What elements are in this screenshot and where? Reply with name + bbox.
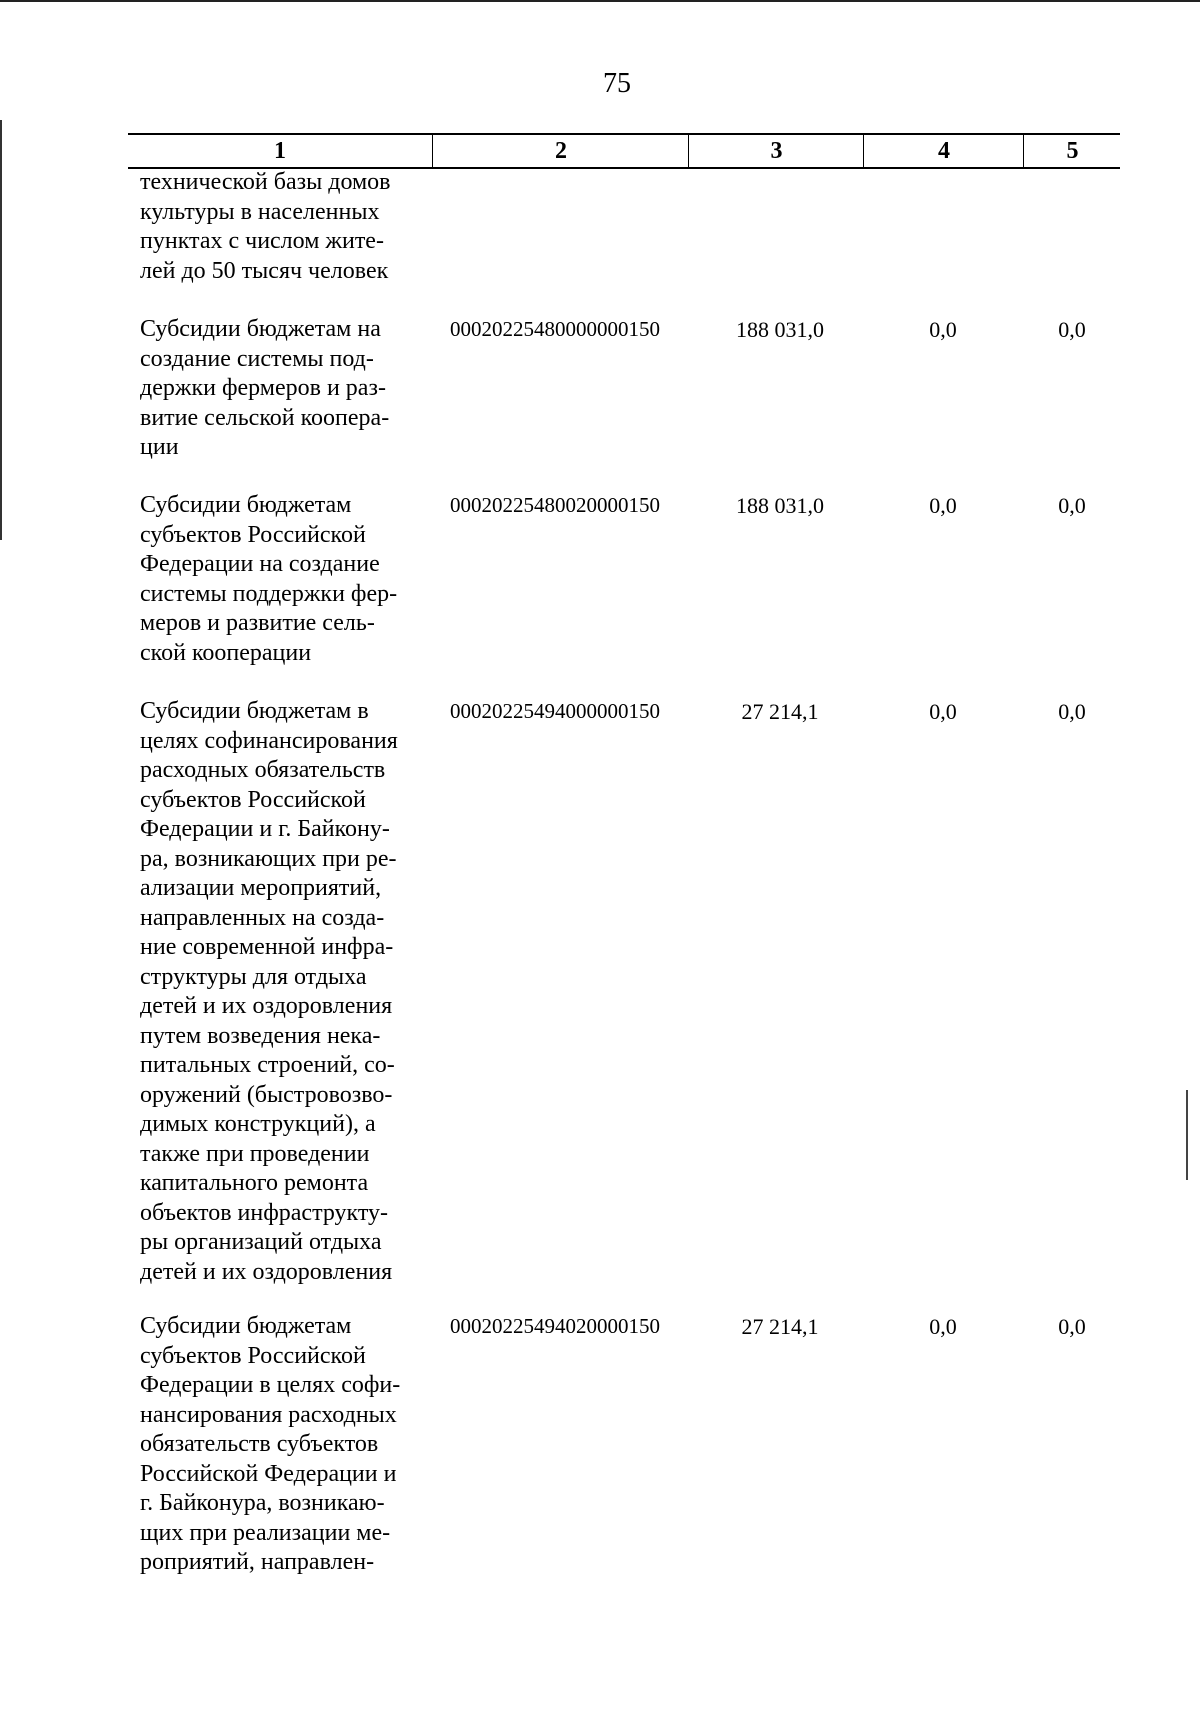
scan-border-top	[0, 0, 1200, 2]
row-description: Субсидии бюджетам субъектов Российской Федерации в целях софи- нансирования расходных обязательств субъектов Российской Федерации и г. Байконура, возникаю- щих при реализации ме- роприятий, направлен-	[140, 1313, 401, 1575]
row-value-3: 188 031,0	[736, 493, 824, 518]
column-header-3: 3	[688, 135, 864, 167]
column-header-1: 1	[274, 138, 286, 164]
row-value-5: 0,0	[1058, 699, 1086, 724]
row-code: 00020225494000000150	[450, 699, 660, 723]
row-value-5: 0,0	[1058, 493, 1086, 518]
row-value-4: 0,0	[929, 317, 957, 342]
row-code: 00020225480000000150	[450, 317, 660, 341]
row-value-3: 27 214,1	[741, 699, 819, 724]
table-header	[128, 133, 1120, 169]
scan-mark-right	[1186, 1090, 1188, 1180]
row-code: 00020225480020000150	[450, 493, 660, 517]
row-description: Субсидии бюджетам в целях софинансирования расходных обязательств субъектов Российской Федерации и г. Байкону- ра, возникающих при ре- ализации мероприятий, направленных на созда- ние современной инфра- структуры для отдыха детей и их оздоровления путем возведения нека- питальных строений, со- оружений (быстровозво- димых конструкций), а также при проведении капитального ремонта объектов инфраструкту- ры организаций отдыха детей и их оздоровления	[140, 698, 398, 1285]
column-header-4: 4	[863, 135, 1024, 167]
row-value-4: 0,0	[929, 1314, 957, 1339]
scan-border-left	[0, 120, 2, 540]
row-value-5: 0,0	[1058, 317, 1086, 342]
page-number: 75	[603, 68, 631, 99]
row-value-3: 188 031,0	[736, 317, 824, 342]
row-value-4: 0,0	[929, 493, 957, 518]
row-description: Субсидии бюджетам на создание системы под- держки фермеров и раз- витие сельской коопера- ции	[140, 316, 390, 460]
row-value-3: 27 214,1	[741, 1314, 819, 1339]
row-value-4: 0,0	[929, 699, 957, 724]
row-description: Субсидии бюджетам субъектов Российской Федерации на создание системы поддержки фер- меров и развитие сель- ской кооперации	[140, 492, 398, 666]
row-value-5: 0,0	[1058, 1314, 1086, 1339]
column-header-2: 2	[432, 135, 689, 167]
row-code: 00020225494020000150	[450, 1314, 660, 1338]
row-description: технической базы домов культуры в населенных пунктах с числом жите- лей до 50 тысяч человек	[140, 169, 391, 284]
column-header-5: 5	[1023, 135, 1121, 167]
